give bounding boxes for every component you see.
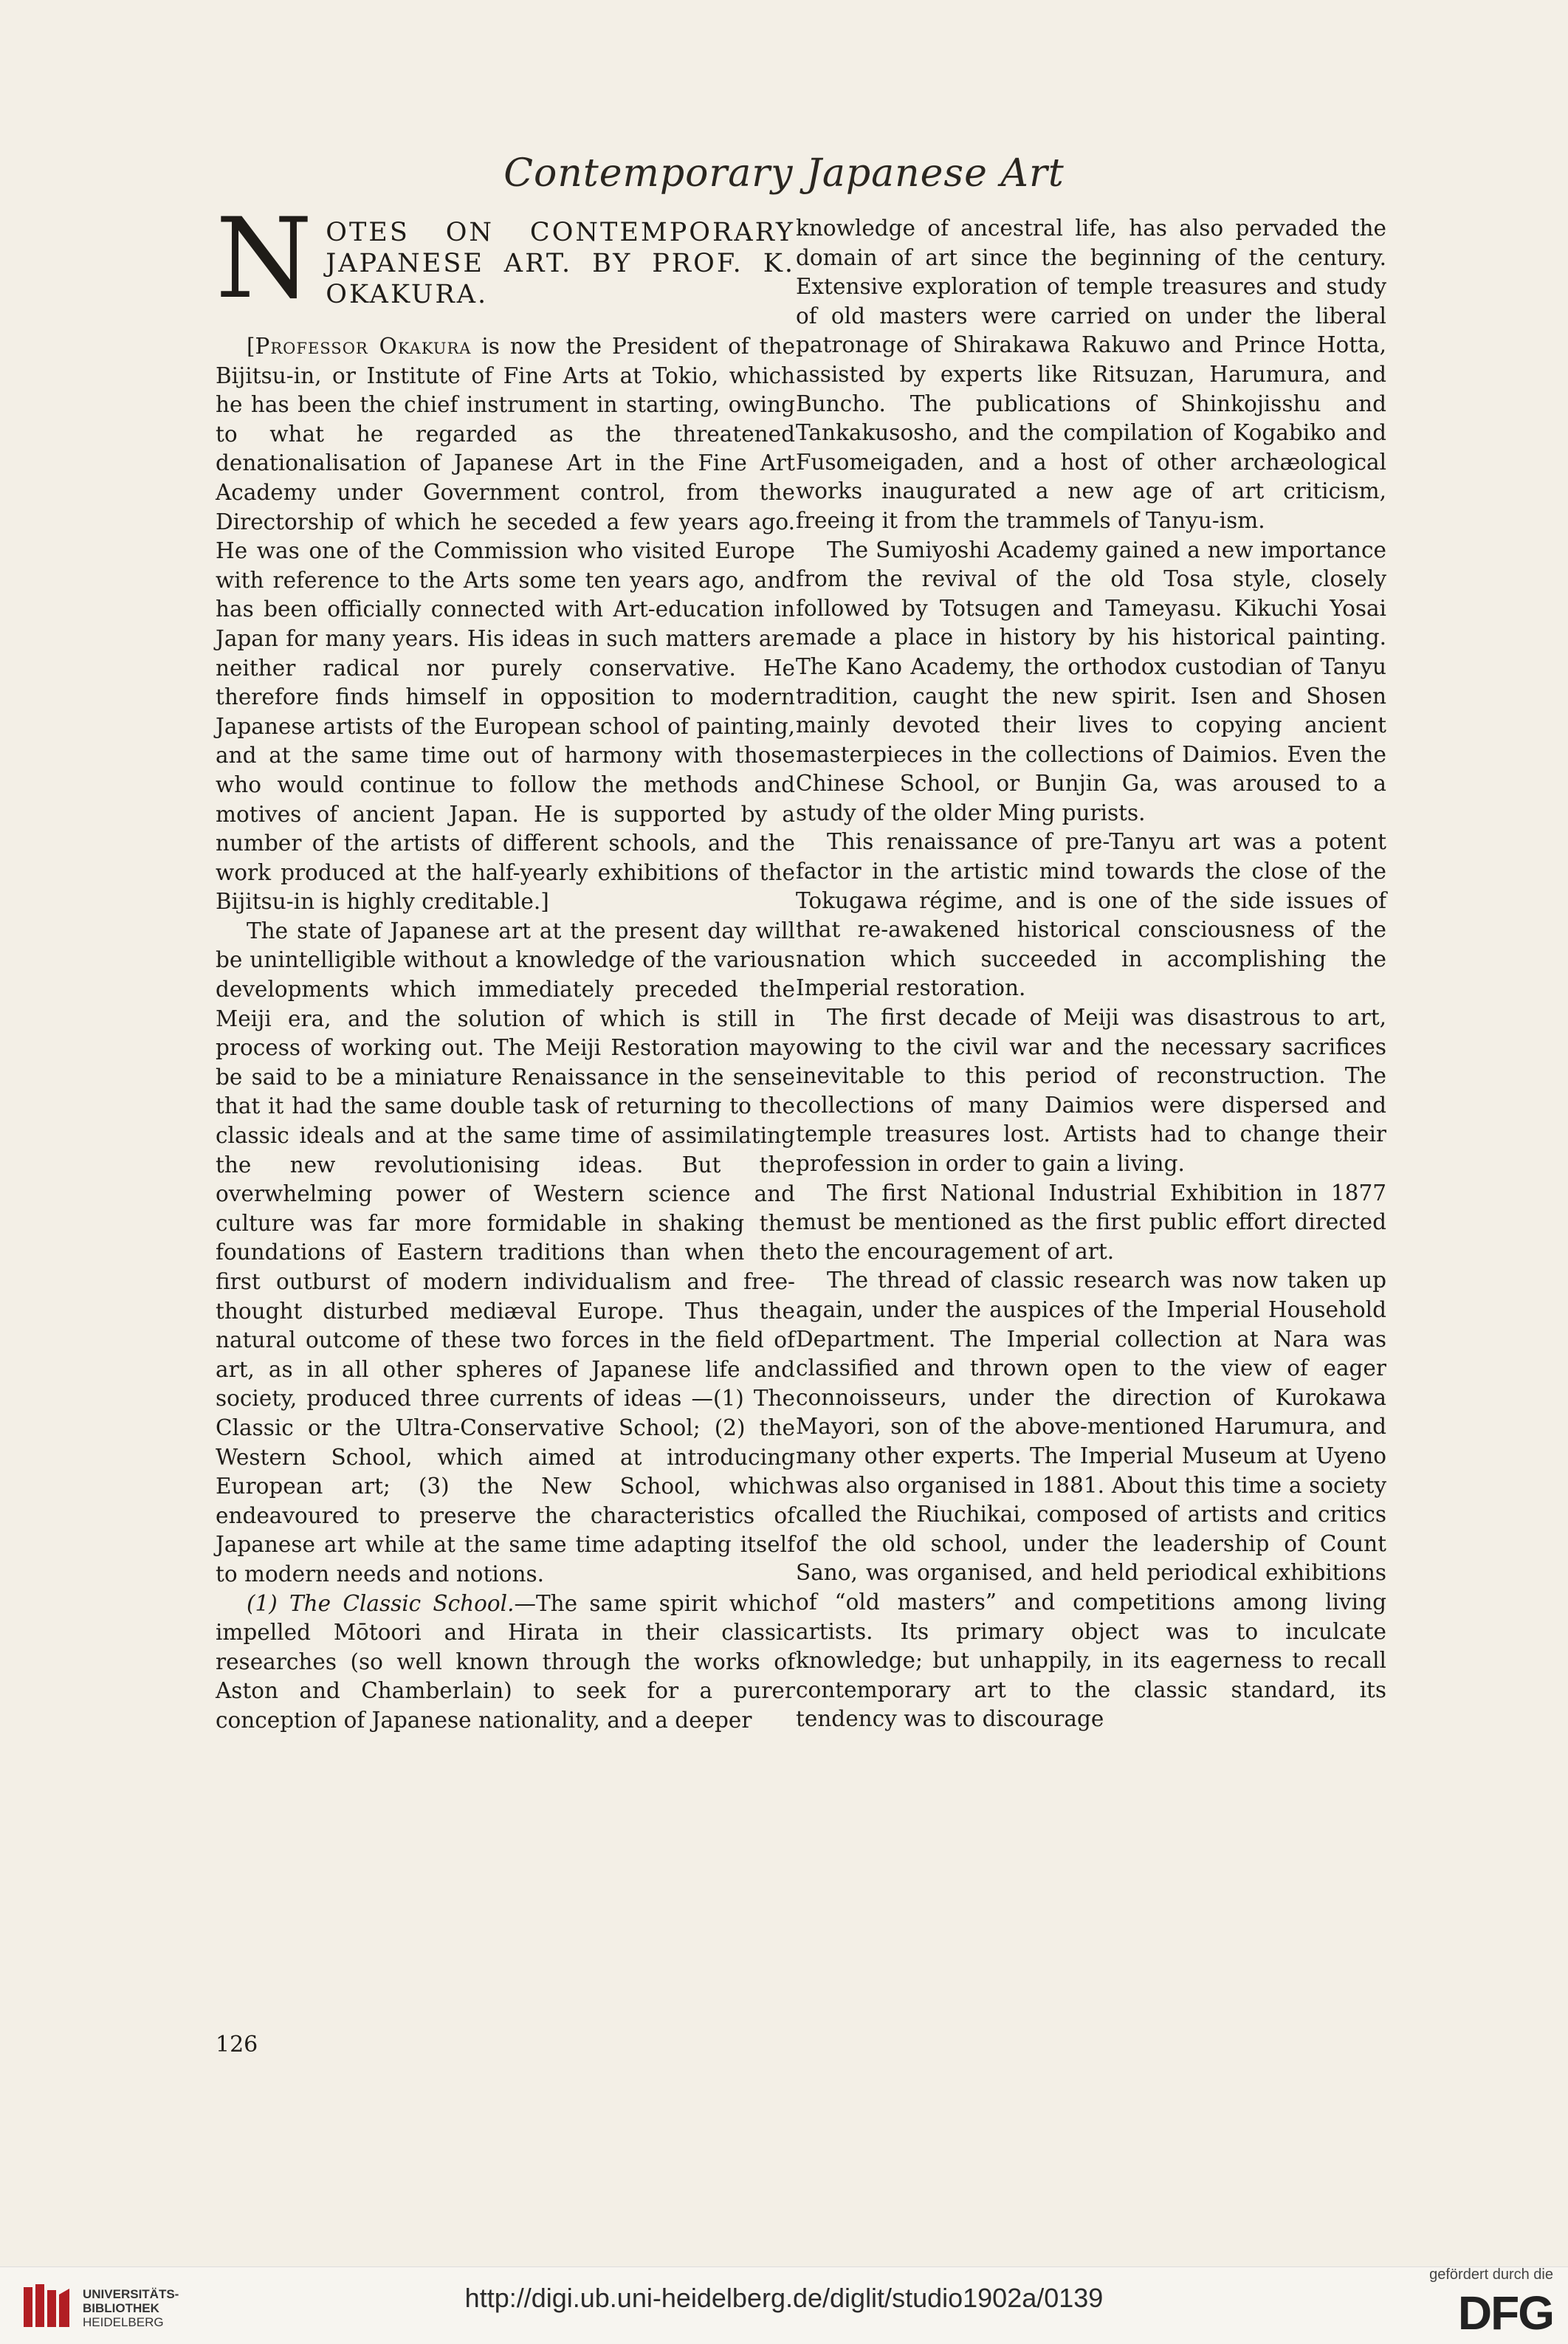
funding-note: gefördert durch die — [1429, 2266, 1553, 2283]
body-paragraph: The thread of classic research was now taken up again, under the auspices of the Imperial Household Department. The Imperial collection at Nara was classified and thrown open to the view of eager connoisseurs, under the direction of Kurokawa Mayori, son of the above-mentioned Harumura, and many other experts. The Imperial Museum at Uyeno was also organised in 1881. About this time a society called the Riuchikai, composed of artists and critics of the old school, under the leadership of Count Sano, was organised, and held periodical exhibitions of “old masters” and competitions among living artists. Its primary object was to inculcate knowledge; but unhappily, in its eagerness to recall contemporary art to the classic standard, its tendency was to discourage — [796, 1268, 1386, 1732]
intro-text: is now the President of the Bijitsu-in, or Institute of Fine Arts at Tokio, which he has been the chief instrument in starting, owing to what he regarded as the threatened denationalisation of Japanese Art in the Fine Art Academy under Government control, from the Directorship of which he seceded a few years ago. He was one of the Commission who visited Europe with reference to the Arts some ten years ago, and has been officially connected with Art-education in Japan for many years. His ideas in such matters are neither radical nor purely conservative. He therefore finds himself in opposition to modern Japanese artists of the European school of painting, and at the same time out of harmony with those who would continue to follow the methods and motives of ancient Japan. He is supported by a number of the artists of different schools, and the work produced at the half-yearly exhibitions of the Bijitsu-in is highly creditable.] — [216, 334, 795, 915]
classic-school-text: —The same spirit which impelled Mōtoori and Hirata in their classic researches (so well known through the works of Aston and Chamberlain) to seek for a purer conception of Japanese nationality, and a deeper — [216, 1590, 795, 1733]
classic-school-paragraph — [216, 1589, 795, 1736]
author-smallcaps: Professor Okakura — [255, 334, 472, 359]
page-number: 126 — [216, 2032, 258, 2058]
dfg-logo: DFG — [1457, 2286, 1553, 2340]
body-paragraph: The Sumiyoshi Academy gained a new importance from the revival of the old Tosa style, closely followed by Totsugen and Tameyasu. Kikuchi Yosai made a place in history by his historical painting. The Kano Academy, the orthodox custodian of Tanyu tradition, caught the new spirit. Isen and Shosen mainly devoted their lives to copying ancient masterpieces in the collections of Daimios. Even the Chinese School, or Bunjin Ga, was aroused to a study of the older Ming purists. — [796, 537, 1386, 825]
intro-note: [Professor Okakura is now the President of the Bijitsu-in, or Institute of Fine Arts at Tokio, which he has been the chief instrument in starting, owing to what he regarded as the threatened denationalisation of Japanese Art in the Fine Art Academy under Government control, from the Directorship of which he seceded a few years ago. He was one of the Commission who visited Europe with reference to the Arts some ten years ago, and has been officially connected with Art-education in Japan for many years. His ideas in such matters are neither radical nor purely conservative. He therefore finds himself in opposition to modern Japanese artists of the European school of painting, and at the same time out of harmony with those who would continue to follow the methods and motives of ancient Japan. He is supported by a number of the artists of different schools, and the work produced at the half-yearly exhibitions of the Bijitsu-in is highly creditable.] — [216, 334, 795, 915]
body-paragraph: The state of Japanese art at the present day will be unintelligible without a knowledge of the various developments which immediately preceded the Meiji era, and the solution of which is still in process of working out. The Meiji Restoration may be said to be a miniature Renaissance in the sense that it had the same double task of returning to the classic ideals and at the same time of assimilating the new revolutionising ideas. But the overwhelming power of Western science and culture was far more formidable in shaking the foundations of Eastern traditions than when the first outburst of modern individualism and free-thought disturbed mediæval Europe. Thus the natural outcome of these two forces in the field of art, as in all other spheres of Japanese life and society, produced three currents of ideas —(1) The Classic or the Ultra-Conservative School; (2) the Western School, which aimed at introducing European art; (3) the New School, which endeavoured to preserve the characteristics of Japanese art while at the same time adapting itself to modern needs and notions. — [216, 918, 795, 1587]
body-paragraph: The first decade of Meiji was disastrous to art, owing to the civil war and the necessary sacrifices inevitable to this period of reconstruction. The collections of many Daimios were dispersed and temple treasures lost. Artists had to change their profession in order to gain a living. — [796, 1005, 1386, 1176]
library-line-1: UNIVERSITÄTS- — [83, 2287, 179, 2301]
left-column — [216, 195, 795, 1736]
article-title: OTES ON CONTEMPORARY JAPANESE ART. BY PROF. K. OKAKURA. — [326, 218, 795, 309]
running-title: Contemporary Japanese Art — [503, 151, 1065, 196]
body-paragraph: knowledge of ancestral life, has also pervaded the domain of art since the beginning of the century. Extensive exploration of temple treasures and study of old masters were carried on under the liberal patronage of Shirakawa Rakuwo and Prince Hotta, assisted by experts like Ritsuzan, Harumura, and Buncho. The publications of Shinkojisshu and Tankakusosho, and the compilation of Kogabiko and Fusomeigaden, and a host of other archæological works inaugurated a new age of art criticism, freeing it from the trammels of Tanyu-ism. — [796, 216, 1386, 533]
right-column — [796, 214, 1386, 1734]
source-url-link[interactable]: http://digi.ub.uni-heidelberg.de/diglit/studio1902a/0139 — [464, 2283, 1104, 2313]
article-title-block — [216, 195, 795, 323]
library-line-2: BIBLIOTHEK — [83, 2301, 159, 2315]
body-paragraph: This renaissance of pre-Tanyu art was a potent factor in the artistic mind towards the close of the Tokugawa régime, and is one of the side issues of that re-awakened historical consciousness of the nation which succeeded in accomplishing the Imperial restoration. — [796, 829, 1386, 1001]
library-line-3: HEIDELBERG — [83, 2315, 164, 2329]
body-paragraph: The first National Industrial Exhibition in 1877 must be mentioned as the first public effort directed to the encouragement of art. — [796, 1180, 1386, 1264]
section-heading: (1) The Classic School. — [247, 1590, 515, 1616]
drop-cap: N — [216, 195, 313, 323]
